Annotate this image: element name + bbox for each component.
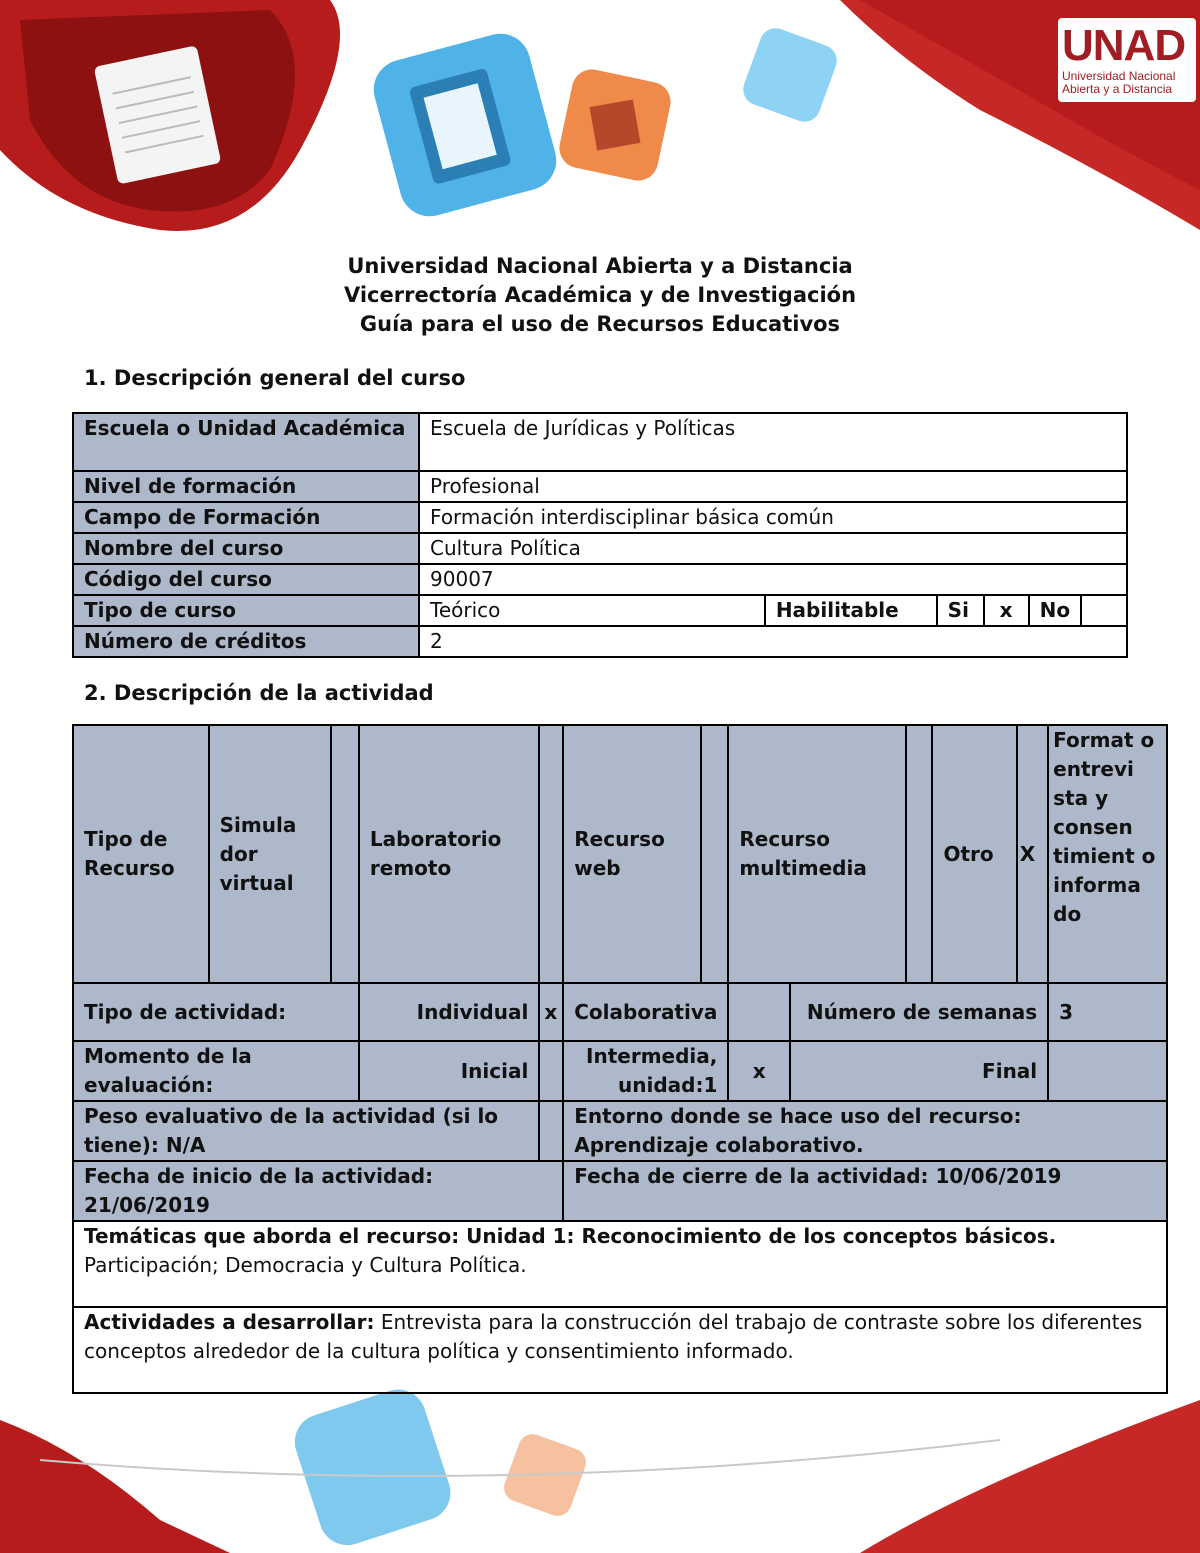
inicial-label: Inicial xyxy=(359,1041,539,1101)
tile-decoration xyxy=(739,24,842,127)
row-label: Campo de Formación xyxy=(73,502,419,533)
otro-mark: X xyxy=(1017,725,1048,983)
row-label: Nivel de formación xyxy=(73,471,419,502)
activity-table xyxy=(72,724,1168,1394)
table-row xyxy=(73,1307,1167,1393)
logo-line1: Universidad Nacional xyxy=(1062,69,1176,83)
row-value: Teórico xyxy=(419,595,765,626)
table-row xyxy=(73,1161,1167,1221)
intermedia-label: Intermedia, unidad:1 xyxy=(563,1041,728,1101)
fecha-cierre: Fecha de cierre de la actividad: 10/06/2019 xyxy=(563,1161,1167,1221)
tematicas-text: Participación; Democracia y Cultura Política. xyxy=(84,1253,527,1277)
si-label: Si xyxy=(937,595,984,626)
recurso-label: Tipo de Recurso xyxy=(73,725,209,983)
tematicas-label: Temáticas que aborda el recurso: Unidad 1: Reconocimiento de los conceptos básicos. xyxy=(84,1224,1057,1248)
row-value: 2 xyxy=(419,626,1127,657)
row-label: Nombre del curso xyxy=(73,533,419,564)
final-label: Final xyxy=(790,1041,1048,1101)
header-line1: Universidad Nacional Abierta y a Distancia xyxy=(347,254,853,278)
table-row xyxy=(73,1221,1167,1307)
row-label: Tipo de curso xyxy=(73,595,419,626)
table-row xyxy=(73,533,1127,564)
row-value: Escuela de Jurídicas y Políticas xyxy=(419,413,1127,471)
header-line3: Guía para el uso de Recursos Educativos xyxy=(359,312,841,336)
momento-label: Momento de la evaluación: xyxy=(73,1041,359,1101)
peso-evaluativo: Peso evaluativo de la actividad (si lo tiene): N/A xyxy=(73,1101,539,1161)
header-line2: Vicerrectoría Académica y de Investigación xyxy=(343,283,857,307)
semanas-value: 3 xyxy=(1048,983,1167,1041)
simulador-label: Simula dor virtual xyxy=(209,725,332,983)
table-row xyxy=(73,983,1167,1041)
inicial-mark xyxy=(539,1041,563,1101)
tematicas-cell xyxy=(73,1221,1167,1307)
semanas-label: Número de semanas xyxy=(790,983,1048,1041)
individual-mark: x xyxy=(539,983,563,1041)
unad-logo xyxy=(1058,18,1196,102)
section1-title: 1. Descripción general del curso xyxy=(84,366,466,390)
actividad-label: Tipo de actividad: xyxy=(73,983,359,1041)
row-value: Formación interdisciplinar básica común xyxy=(419,502,1127,533)
si-mark: x xyxy=(984,595,1029,626)
table-row xyxy=(73,564,1127,595)
logo-line2: Abierta y a Distancia xyxy=(1062,82,1173,96)
row-label: Código del curso xyxy=(73,564,419,595)
table-row xyxy=(73,1041,1167,1101)
table-row xyxy=(73,502,1127,533)
multimedia-mark xyxy=(906,725,933,983)
table-row xyxy=(73,413,1127,471)
actividades-cell xyxy=(73,1307,1167,1393)
table-row xyxy=(73,626,1127,657)
row-value: Cultura Política xyxy=(419,533,1127,564)
otro-description: Format o entrevi sta y consen timient o informa do xyxy=(1048,725,1167,983)
habilitable-label: Habilitable xyxy=(765,595,937,626)
fecha-inicio: Fecha de inicio de la actividad: 21/06/2019 xyxy=(73,1161,563,1221)
table-row xyxy=(73,725,1167,983)
no-label: No xyxy=(1029,595,1081,626)
logo-mark: UNAD xyxy=(1062,21,1186,70)
laboratorio-label: Laboratorio remoto xyxy=(359,725,539,983)
intermedia-mark: x xyxy=(728,1041,790,1101)
table-row xyxy=(73,1101,1167,1161)
simulador-mark xyxy=(331,725,359,983)
table-row xyxy=(73,471,1127,502)
table-row xyxy=(73,595,1127,626)
multimedia-label: Recurso multimedia xyxy=(728,725,905,983)
web-label: Recurso web xyxy=(563,725,701,983)
row-label: Número de créditos xyxy=(73,626,419,657)
section2-title: 2. Descripción de la actividad xyxy=(84,681,434,705)
final-mark xyxy=(1048,1041,1167,1101)
book-icon xyxy=(556,66,675,185)
entorno-recurso: Entorno donde se hace uso del recurso: Aprendizaje colaborativo. xyxy=(563,1101,1167,1161)
clipboard-icon xyxy=(367,27,563,223)
actividades-label: Actividades a desarrollar: xyxy=(84,1310,375,1334)
no-mark xyxy=(1081,595,1127,626)
actividades-text: Entrevista para la construcción del trabajo de contraste sobre los diferentes conceptos alrededor de la cultura política y consentimiento informado. xyxy=(84,1310,1143,1363)
colaborativa-label: Colaborativa xyxy=(563,983,728,1041)
laboratorio-mark xyxy=(539,725,563,983)
row-value: 90007 xyxy=(419,564,1127,595)
colaborativa-mark xyxy=(728,983,790,1041)
course-info-table xyxy=(72,412,1128,658)
peso-mark xyxy=(539,1101,563,1161)
individual-label: Individual xyxy=(359,983,539,1041)
row-label: Escuela o Unidad Académica xyxy=(73,413,419,471)
web-mark xyxy=(701,725,728,983)
otro-label: Otro xyxy=(932,725,1016,983)
row-value: Profesional xyxy=(419,471,1127,502)
document-header xyxy=(0,252,1200,339)
